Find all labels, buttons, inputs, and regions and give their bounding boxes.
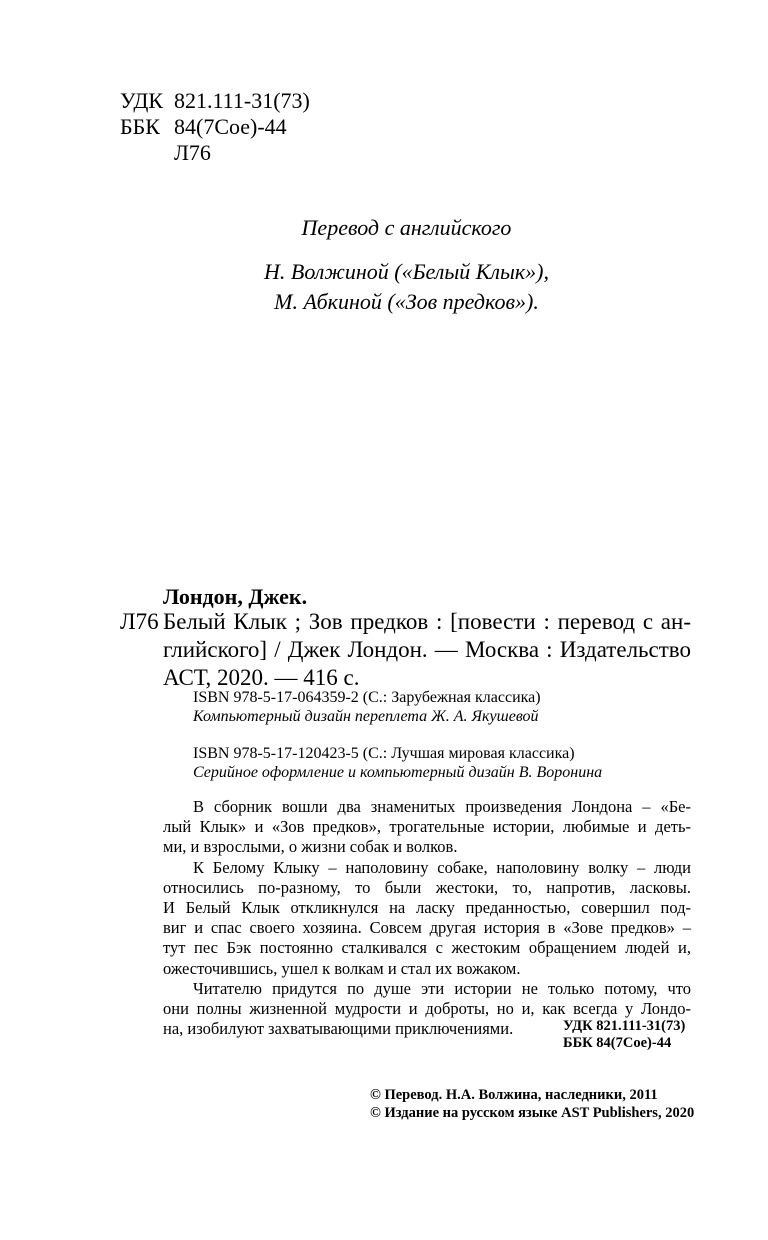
record-author: Лондон, Джек. xyxy=(163,584,308,609)
annotation-line: ми, и взрослыми, о жизни собак и волков. xyxy=(163,837,458,857)
translation-heading: Перевод с английского xyxy=(301,215,512,240)
isbn-number-1: ISBN 978-5-17-064359-2 (С.: Зарубежная классика) xyxy=(193,689,541,706)
isbn-block-1 xyxy=(193,688,541,726)
udk-row xyxy=(120,88,310,114)
record-line-2: глийского] / Джек Лондон. — Москва : Издательство xyxy=(163,637,691,662)
annotation-line: они полны жизненной мудрости и доброты, но и, как всегда у Лондо- xyxy=(163,999,691,1019)
annotation xyxy=(163,797,691,1039)
codes-bbk: ББК 84(7Сое)-44 xyxy=(563,1035,672,1051)
classification-block xyxy=(120,88,310,166)
bbk-row xyxy=(120,114,310,140)
isbn-note-1: Компьютерный дизайн переплета Ж. А. Якушевой xyxy=(193,708,539,725)
annotation-line: К Белому Клыку – наполовину собаке, наполовину волку – люди xyxy=(193,857,691,877)
translation-credits xyxy=(0,213,768,317)
annotation-line: И Белый Клык откликнулся на ласку преданностью, совершил под- xyxy=(163,898,691,918)
annotation-line: на, изобилуют захватывающими приключениями. xyxy=(163,1019,514,1039)
udk-label: УДК xyxy=(120,88,164,113)
codes-udk: УДК 821.111-31(73) xyxy=(563,1018,686,1034)
annotation-line: Читателю придутся по душе эти истории не только потому, что xyxy=(193,978,691,998)
record-mark: Л76 xyxy=(120,609,159,634)
copyright-line-1: © Перевод. Н.А. Волжина, наследники, 2011 xyxy=(370,1087,658,1103)
record-description xyxy=(163,608,691,692)
copyright-block xyxy=(370,1086,694,1122)
record-line-1: Белый Клык ; Зов предков : [повести : перевод с ан- xyxy=(163,609,691,634)
author-mark-row xyxy=(120,140,310,166)
annotation-line: лый Клык» и «Зов предков», трогательные истории, любимые и деть- xyxy=(163,817,691,837)
isbn-number-2: ISBN 978-5-17-120423-5 (С.: Лучшая мировая классика) xyxy=(193,745,575,762)
annotation-line: В сборник вошли два знаменитых произведения Лондона – «Бе- xyxy=(193,797,691,816)
translator-1: Н. Волжиной («Белый Клык»), xyxy=(264,259,549,284)
author-mark: Л76 xyxy=(174,140,211,165)
annotation-line: тут пес Бэк постоянно сталкивался с жестоким обращением людей и, xyxy=(163,938,691,958)
record-line-3: АСТ, 2020. — 416 с. xyxy=(163,665,360,690)
bbk-label: ББК xyxy=(120,114,160,139)
udk-value: 821.111-31(73) xyxy=(174,88,310,113)
annotation-line: ожесточившись, ушел к волкам и стал их вожаком. xyxy=(163,958,521,978)
isbn-block-2 xyxy=(193,744,602,782)
codes-block xyxy=(563,1018,685,1052)
translator-2: М. Абкиной («Зов предков»). xyxy=(274,289,539,314)
bbk-value: 84(7Сое)-44 xyxy=(174,114,287,139)
isbn-note-2: Серийное оформление и компьютерный дизайн В. Воронина xyxy=(193,764,603,781)
annotation-line: относились по-разному, то были жестоки, то, напротив, ласковы. xyxy=(163,877,691,897)
annotation-line: виг и спас своего хозяина. Совсем другая история в «Зове предков» – xyxy=(163,918,691,938)
copyright-line-2: © Издание на русском языке AST Publishers, 2020 xyxy=(370,1105,695,1121)
